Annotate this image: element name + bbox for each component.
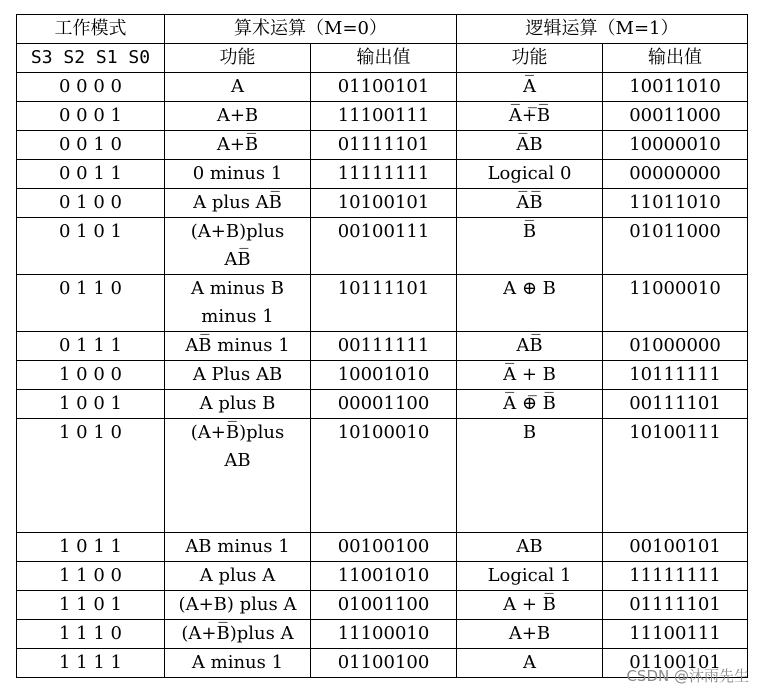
mode-cell (17, 620, 165, 649)
mode-cell-text: 1 0 1 1 (59, 536, 122, 557)
arith-function-cell-text: AB̅ minus 1 (185, 335, 290, 356)
table-row (17, 620, 748, 649)
mode-cell (17, 591, 165, 620)
table-row (17, 533, 748, 562)
arith-output-cell (311, 620, 457, 649)
header-arith-function: 功能 (165, 44, 311, 73)
mode-cell-text: 1 0 1 0 (59, 422, 122, 443)
table-row (17, 160, 748, 189)
arith-function-cell (165, 390, 311, 419)
arith-function-cell (165, 361, 311, 390)
table-row (17, 332, 748, 361)
arith-output-cell (311, 189, 457, 218)
arith-function-cell-text: A minus 1 (191, 652, 284, 673)
logic-output-cell-text: 11011010 (629, 192, 721, 213)
header-mode: 工作模式 (17, 15, 165, 44)
arith-output-cell (311, 131, 457, 160)
mode-cell-text: 1 0 0 1 (59, 393, 122, 414)
mode-cell (17, 218, 165, 275)
logic-function-cell (457, 218, 603, 275)
arith-function-cell (165, 160, 311, 189)
table-row (17, 591, 748, 620)
mode-cell-text: 0 1 0 1 (59, 221, 122, 242)
logic-function-cell (457, 620, 603, 649)
arith-function-cell-text: A+B̅ (216, 134, 259, 155)
header-row-2 (17, 44, 748, 73)
mode-cell (17, 73, 165, 102)
arith-function-cell-text: 0 minus 1 (192, 163, 283, 184)
arith-output-cell-text: 01100100 (337, 652, 430, 673)
arith-function-cell-text: (A+B)plus AB̅ (190, 221, 285, 270)
logic-output-cell-text: 01111101 (629, 594, 721, 615)
table-row (17, 361, 748, 390)
logic-output-cell-text: 01100101 (629, 652, 721, 673)
arith-function-cell (165, 591, 311, 620)
logic-output-cell-text: 11100111 (629, 623, 721, 644)
logic-function-cell-text: B̅ (522, 221, 537, 242)
mode-cell-text: 1 1 1 1 (59, 652, 122, 673)
arith-output-cell-text: 11100010 (337, 623, 430, 644)
logic-function-cell-text: AB (516, 536, 543, 557)
header-select-bits: S3 S2 S1 S0 (17, 44, 165, 73)
arith-function-cell (165, 562, 311, 591)
mode-cell (17, 131, 165, 160)
logic-function-cell-text: A̅ + B (503, 364, 556, 385)
arith-output-cell-text: 10111101 (337, 278, 430, 299)
table-row (17, 562, 748, 591)
header-row-1 (17, 15, 748, 44)
header-logic-function: 功能 (457, 44, 603, 73)
arith-function-cell (165, 419, 311, 533)
arith-output-cell-text: 10100010 (337, 422, 430, 443)
arith-function-cell (165, 620, 311, 649)
arith-function-cell-text: A minus B minus 1 (191, 278, 284, 327)
logic-output-cell (603, 218, 748, 275)
mode-cell-text: 0 0 0 0 (59, 76, 122, 97)
arith-function-cell-text: A Plus AB (192, 364, 283, 385)
table-row (17, 131, 748, 160)
mode-cell-text: 0 1 1 0 (59, 278, 122, 299)
header-logic: 逻辑运算（M=1） (457, 15, 748, 44)
arith-output-cell (311, 591, 457, 620)
arith-output-cell (311, 390, 457, 419)
table-row (17, 275, 748, 332)
mode-cell-text: 1 0 0 0 (59, 364, 122, 385)
logic-output-cell (603, 131, 748, 160)
logic-function-cell-text: A + B̅ (503, 594, 556, 615)
arith-output-cell (311, 160, 457, 189)
logic-function-cell (457, 562, 603, 591)
logic-function-cell-text: Logical 0 (487, 163, 572, 184)
logic-output-cell (603, 361, 748, 390)
arith-function-cell (165, 102, 311, 131)
arith-function-cell (165, 275, 311, 332)
arith-function-cell-text: A+B (216, 105, 259, 126)
logic-output-cell-text: 00011000 (629, 105, 721, 126)
arith-function-cell (165, 649, 311, 678)
logic-function-cell-text: Logical 1 (487, 565, 572, 586)
logic-output-cell-text: 00111101 (629, 393, 721, 414)
arith-output-cell-text: 11111111 (337, 163, 430, 184)
logic-output-cell (603, 102, 748, 131)
arith-function-cell-text: (A+B) plus A (178, 594, 297, 615)
arith-output-cell-text: 00001100 (337, 393, 430, 414)
arith-output-cell (311, 73, 457, 102)
table-row (17, 419, 748, 533)
arith-function-cell (165, 131, 311, 160)
arith-output-cell (311, 102, 457, 131)
logic-function-cell (457, 649, 603, 678)
arith-output-cell (311, 332, 457, 361)
arith-function-cell (165, 332, 311, 361)
logic-output-cell (603, 332, 748, 361)
logic-output-cell-text: 10100111 (629, 422, 721, 443)
logic-function-cell (457, 102, 603, 131)
logic-output-cell-text: 11111111 (629, 565, 721, 586)
arith-function-cell-text: A plus B (199, 393, 276, 414)
mode-cell (17, 562, 165, 591)
arith-output-cell (311, 533, 457, 562)
logic-output-cell-text: 00000000 (629, 163, 721, 184)
arith-output-cell (311, 649, 457, 678)
arith-output-cell (311, 218, 457, 275)
logic-output-cell-text: 10011010 (629, 76, 721, 97)
logic-function-cell-text: A (523, 652, 536, 673)
arith-output-cell-text: 00111111 (337, 335, 430, 356)
mode-cell-text: 1 1 1 0 (59, 623, 122, 644)
logic-function-cell (457, 275, 603, 332)
logic-function-cell (457, 160, 603, 189)
logic-function-cell-text: AB̅ (516, 335, 543, 356)
logic-output-cell-text: 10111111 (629, 364, 721, 385)
arith-output-cell (311, 562, 457, 591)
logic-output-cell (603, 620, 748, 649)
logic-function-cell-text: A̅B (516, 134, 543, 155)
logic-output-cell (603, 73, 748, 102)
logic-function-cell-text: A ⊕ B (503, 278, 556, 299)
logic-output-cell-text: 01011000 (629, 221, 721, 242)
logic-output-cell-text: 11000010 (629, 278, 721, 299)
mode-cell (17, 102, 165, 131)
logic-output-cell (603, 419, 748, 533)
arith-function-cell (165, 218, 311, 275)
mode-cell-text: 0 0 0 1 (59, 105, 122, 126)
arith-function-cell-text: (A+B̅)plus A (181, 623, 294, 644)
mode-cell (17, 332, 165, 361)
logic-output-cell (603, 390, 748, 419)
logic-function-cell (457, 332, 603, 361)
arith-output-cell (311, 419, 457, 533)
arith-function-cell-text: A plus A (199, 565, 276, 586)
logic-output-cell (603, 591, 748, 620)
table-row (17, 189, 748, 218)
mode-cell (17, 649, 165, 678)
arith-function-cell-text: A (231, 76, 244, 97)
arith-output-cell-text: 10001010 (337, 364, 430, 385)
logic-function-cell-text: A̅+̅B̅ (508, 105, 551, 126)
arith-output-cell-text: 11001010 (337, 565, 430, 586)
mode-cell (17, 419, 165, 533)
logic-function-cell-text: B (522, 422, 537, 443)
logic-function-cell-text: A̅B̅ (516, 192, 543, 213)
table-row (17, 218, 748, 275)
arith-output-cell-text: 01111101 (337, 134, 430, 155)
watermark: CSDN @沐雨先生 (626, 667, 749, 685)
mode-cell-text: 0 1 0 0 (59, 192, 122, 213)
logic-output-cell-text: 10000010 (629, 134, 721, 155)
arith-output-cell-text: 00100111 (337, 221, 430, 242)
arith-output-cell (311, 361, 457, 390)
arith-output-cell-text: 01001100 (337, 594, 430, 615)
arith-output-cell-text: 01100101 (337, 76, 430, 97)
mode-cell-text: 0 0 1 1 (59, 163, 122, 184)
arith-function-cell (165, 73, 311, 102)
logic-output-cell (603, 533, 748, 562)
logic-function-cell (457, 419, 603, 533)
logic-output-cell (603, 160, 748, 189)
logic-function-cell-text: A̅ (523, 76, 536, 97)
logic-output-cell-text: 01000000 (629, 335, 721, 356)
table-row (17, 390, 748, 419)
mode-cell (17, 275, 165, 332)
table-row (17, 73, 748, 102)
mode-cell-text: 1 1 0 0 (59, 565, 122, 586)
mode-cell-text: 0 0 1 0 (59, 134, 122, 155)
logic-function-cell (457, 390, 603, 419)
arith-function-cell-text: A plus AB̅ (193, 192, 282, 213)
logic-function-cell (457, 189, 603, 218)
mode-cell (17, 361, 165, 390)
mode-cell-text: 1 1 0 1 (59, 594, 122, 615)
header-logic-output: 输出值 (603, 44, 748, 73)
arith-function-cell (165, 189, 311, 218)
arith-output-cell-text: 10100101 (337, 192, 430, 213)
arith-output-cell (311, 275, 457, 332)
logic-function-cell (457, 533, 603, 562)
logic-function-cell-text: A+B (508, 623, 551, 644)
alu-function-table (16, 14, 748, 678)
logic-function-cell (457, 361, 603, 390)
mode-cell (17, 189, 165, 218)
logic-function-cell (457, 591, 603, 620)
arith-output-cell-text: 00100100 (337, 536, 430, 557)
logic-output-cell (603, 189, 748, 218)
header-arith: 算术运算（M=0） (165, 15, 457, 44)
mode-cell (17, 390, 165, 419)
mode-cell (17, 160, 165, 189)
arith-function-cell-text: (A+B̅)plus AB (190, 422, 285, 471)
header-arith-output: 输出值 (311, 44, 457, 73)
logic-output-cell-text: 00100101 (629, 536, 721, 557)
arith-function-cell (165, 533, 311, 562)
logic-function-cell (457, 131, 603, 160)
logic-function-cell-text: A̅ ⊕̅ B̅ (503, 393, 556, 414)
table-row (17, 102, 748, 131)
arith-function-cell-text: AB minus 1 (185, 536, 290, 557)
logic-output-cell (603, 562, 748, 591)
mode-cell-text: 0 1 1 1 (59, 335, 122, 356)
mode-cell (17, 533, 165, 562)
logic-function-cell (457, 73, 603, 102)
arith-output-cell-text: 11100111 (337, 105, 430, 126)
logic-output-cell (603, 275, 748, 332)
